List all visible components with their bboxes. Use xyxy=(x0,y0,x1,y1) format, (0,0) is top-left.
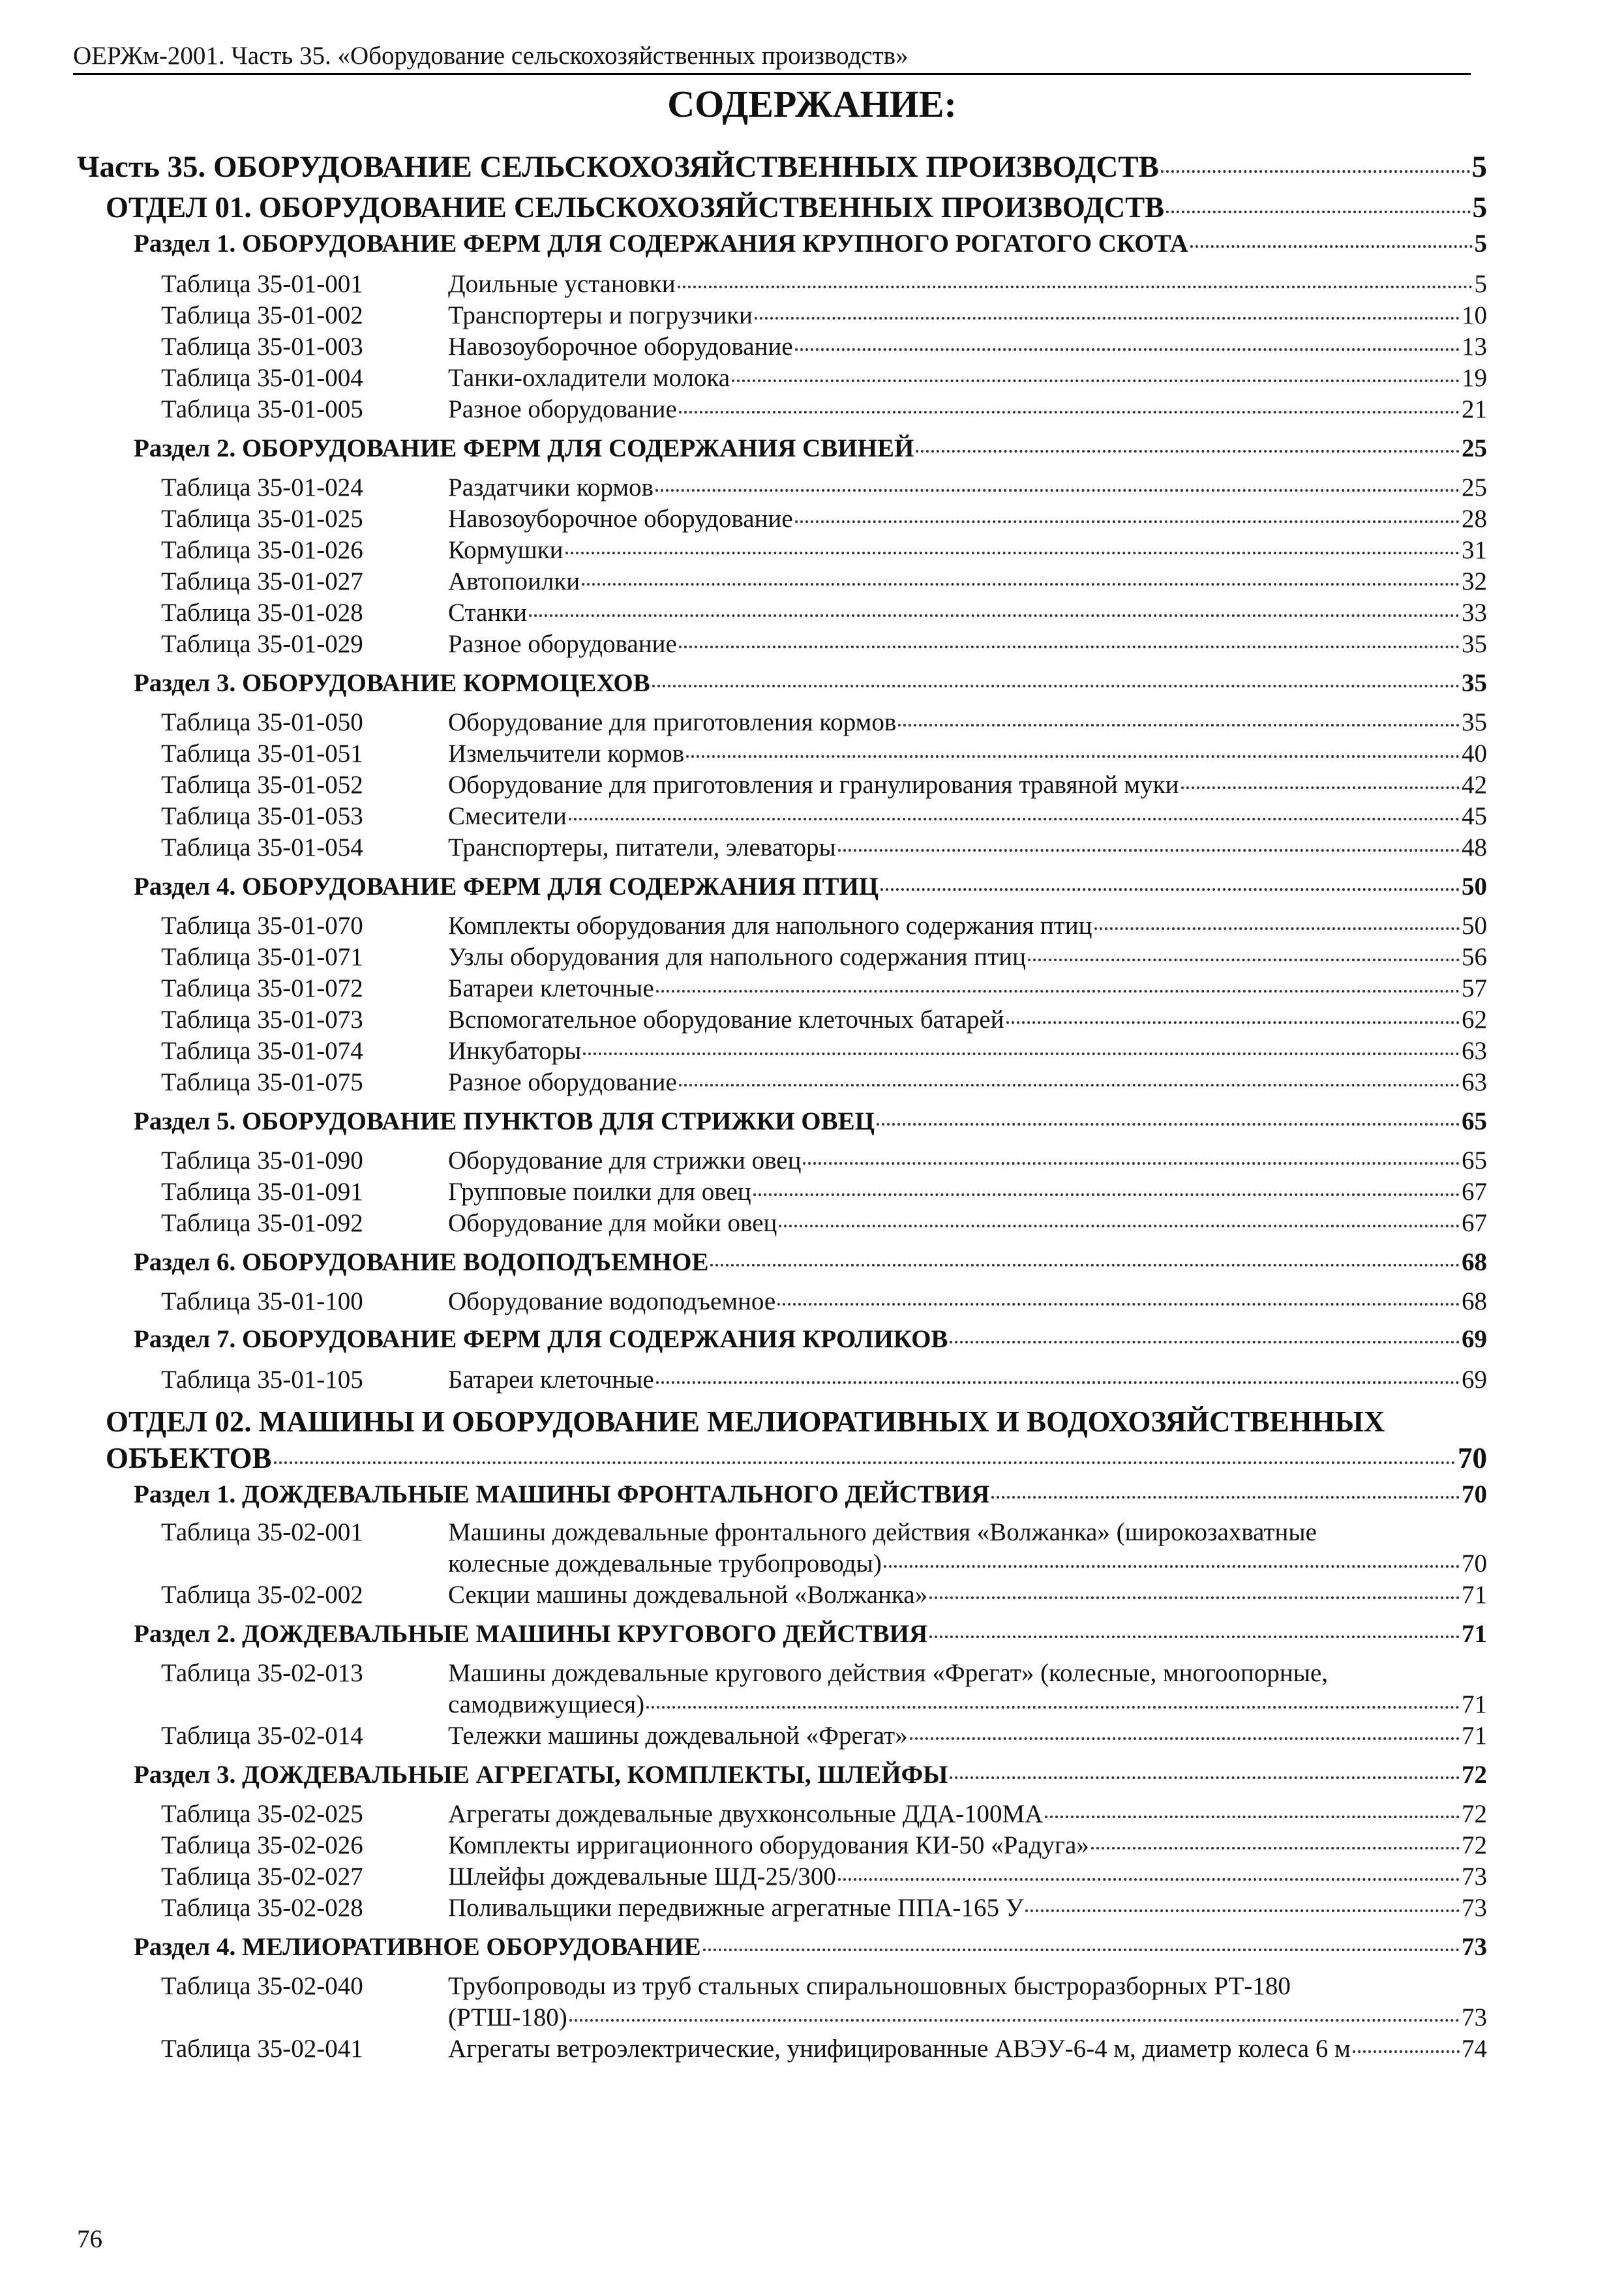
table-entry-title: Оборудование для приготовления кормов xyxy=(448,708,897,736)
table-entry-title: Узлы оборудования для напольного содержания птиц xyxy=(448,943,1026,971)
table-entry[interactable] xyxy=(161,801,1487,832)
section-division-title: ОТДЕЛ 01. ОБОРУДОВАНИЕ СЕЛЬСКОХОЗЯЙСТВЕННЫХ ПРОИЗВОДСТВ xyxy=(106,191,1165,224)
dot-leader xyxy=(656,1381,1460,1384)
table-entry[interactable] xyxy=(161,1004,1487,1036)
page-ref: 21 xyxy=(1462,395,1487,423)
dot-leader xyxy=(991,1496,1460,1499)
dot-leader xyxy=(656,990,1460,993)
table-entry[interactable] xyxy=(161,2002,1487,2033)
section-subsection[interactable] xyxy=(134,1106,1487,1137)
table-entry-title: Поливальщики передвижные агрегатные ППА-165 У xyxy=(448,1894,1024,1922)
table-code: Таблица 35-02-028 xyxy=(161,1894,363,1922)
table-code: Таблица 35-01-024 xyxy=(161,473,363,501)
table-entry-title: Навозоуборочное оборудование xyxy=(448,333,793,361)
table-code: Таблица 35-02-026 xyxy=(161,1831,363,1859)
dot-leader xyxy=(1181,786,1460,789)
page-ref: 71 xyxy=(1462,1620,1487,1648)
table-code: Таблица 35-01-054 xyxy=(161,833,363,861)
page-ref: 67 xyxy=(1462,1209,1487,1237)
table-entry[interactable] xyxy=(161,942,1487,973)
table-code: Таблица 35-01-074 xyxy=(161,1037,363,1065)
table-entry-title: Танки-охладители молока xyxy=(448,364,730,392)
table-entry[interactable] xyxy=(161,2033,1487,2065)
table-code: Таблица 35-02-001 xyxy=(161,1518,363,1546)
table-entry-title: Батареи клеточные xyxy=(448,974,654,1002)
page-ref: 5 xyxy=(1474,270,1487,298)
dot-leader xyxy=(710,1264,1460,1266)
dot-leader xyxy=(652,685,1460,687)
table-code: Таблица 35-01-105 xyxy=(161,1366,363,1394)
dot-leader xyxy=(686,755,1460,758)
page-ref: 65 xyxy=(1462,1146,1487,1174)
dot-leader xyxy=(569,818,1460,820)
table-entry[interactable] xyxy=(161,472,1487,503)
contents-title: СОДЕРЖАНИЕ: xyxy=(667,83,957,125)
table-entry-title: Вспомогательное оборудование клеточных батарей xyxy=(448,1006,1004,1034)
section-part[interactable] xyxy=(77,149,1487,185)
section-subsection-title: Раздел 3. ДОЖДЕВАЛЬНЫЕ АГРЕГАТЫ, КОМПЛЕКТЫ, ШЛЕЙФЫ xyxy=(134,1761,948,1789)
table-entry-title: Комплекты ирригационного оборудования КИ-50 «Радуга» xyxy=(448,1831,1089,1859)
table-code: Таблица 35-01-092 xyxy=(161,1209,363,1237)
dot-leader xyxy=(732,380,1460,382)
page-number: 76 xyxy=(77,2225,102,2253)
page-ref: 68 xyxy=(1462,1287,1487,1315)
dot-leader xyxy=(1353,2050,1460,2053)
table-entry[interactable] xyxy=(161,1286,1487,1317)
dot-leader xyxy=(679,646,1460,648)
table-entry[interactable] xyxy=(161,1176,1487,1208)
page-ref: 25 xyxy=(1462,434,1487,462)
table-entry-title: Оборудование для приготовления и гранулирования травяной муки xyxy=(448,771,1179,799)
page-ref: 57 xyxy=(1462,974,1487,1002)
table-code-line xyxy=(161,1517,448,1548)
dot-leader xyxy=(1006,1021,1460,1024)
table-entry[interactable] xyxy=(161,1145,1487,1176)
page-ref: 25 xyxy=(1462,473,1487,501)
dot-leader xyxy=(753,1193,1460,1196)
table-entry-title: Оборудование для мойки овец xyxy=(448,1209,777,1237)
dot-leader xyxy=(916,450,1460,453)
dot-leader xyxy=(1091,1847,1460,1849)
table-code: Таблица 35-01-071 xyxy=(161,943,363,971)
section-subsection-title: Раздел 3. ОБОРУДОВАНИЕ КОРМОЦЕХОВ xyxy=(134,669,650,697)
table-entry[interactable] xyxy=(161,1548,1487,1579)
page-ref: 28 xyxy=(1462,505,1487,533)
page-ref: 73 xyxy=(1462,1933,1487,1961)
dot-leader xyxy=(679,1084,1460,1086)
table-code: Таблица 35-02-041 xyxy=(161,2035,363,2063)
table-entry[interactable] xyxy=(161,1720,1487,1752)
page-ref: 68 xyxy=(1462,1248,1487,1276)
page-ref: 10 xyxy=(1462,301,1487,329)
page-ref: 33 xyxy=(1462,599,1487,627)
table-code: Таблица 35-01-029 xyxy=(161,630,363,658)
table-code: Таблица 35-01-100 xyxy=(161,1287,363,1315)
page-ref: 19 xyxy=(1462,364,1487,392)
table-entry-title: Оборудование водоподъемное xyxy=(448,1287,776,1315)
page-ref: 5 xyxy=(1472,191,1487,224)
page-ref: 63 xyxy=(1462,1068,1487,1096)
section-division-title-line1: ОТДЕЛ 02. МАШИНЫ И ОБОРУДОВАНИЕ МЕЛИОРАТИВНЫХ И ВОДОХОЗЯЙСТВЕННЫХ xyxy=(106,1405,1385,1438)
running-header: ОЕРЖм-2001. Часть 35. «Оборудование сельскохозяйственных производств» xyxy=(73,40,1471,75)
section-subsection-title: Раздел 2. ДОЖДЕВАЛЬНЫЕ МАШИНЫ КРУГОВОГО ДЕЙСТВИЯ xyxy=(134,1620,928,1648)
dot-leader xyxy=(910,1737,1460,1740)
section-division[interactable] xyxy=(106,1440,1487,1476)
page-ref: 32 xyxy=(1462,567,1487,595)
table-entry-title: Разное оборудование xyxy=(448,630,677,658)
table-code: Таблица 35-01-072 xyxy=(161,974,363,1002)
page-ref: 56 xyxy=(1462,943,1487,971)
table-entry[interactable] xyxy=(161,832,1487,863)
table-entry[interactable] xyxy=(161,269,1487,300)
section-subsection-title: Раздел 2. ОБОРУДОВАНИЕ ФЕРМ ДЛЯ СОДЕРЖАНИЯ СВИНЕЙ xyxy=(134,434,914,462)
section-part-title: Часть 35. ОБОРУДОВАНИЕ СЕЛЬСКОХОЗЯЙСТВЕННЫХ ПРОИЗВОДСТВ xyxy=(77,150,1159,184)
table-entry-title-line1: Трубопроводы из труб стальных спиральношовных быстроразборных РТ-180 xyxy=(448,1972,1291,2000)
page-ref: 73 xyxy=(1462,2003,1487,2031)
dot-leader xyxy=(884,1565,1460,1568)
table-entry[interactable] xyxy=(161,1689,1487,1720)
table-entry[interactable] xyxy=(161,629,1487,660)
table-entry-title-line1: Машины дождевальные кругового действия «Фрегат» (колесные, многоопорные, xyxy=(448,1659,1329,1687)
section-subsection[interactable] xyxy=(134,871,1487,903)
dot-leader xyxy=(877,1123,1460,1126)
page-ref: 74 xyxy=(1462,2035,1487,2063)
table-entry[interactable] xyxy=(161,770,1487,801)
table-entry-title: Комплекты оборудования для напольного содержания птиц xyxy=(448,912,1092,940)
table-entry-title: Агрегаты ветроэлектрические, унифицированные АВЭУ-6-4 м, диаметр колеса 6 м xyxy=(448,2035,1351,2063)
dot-leader xyxy=(795,348,1460,351)
dot-leader xyxy=(679,411,1460,413)
dot-leader xyxy=(646,1706,1460,1709)
table-code: Таблица 35-01-004 xyxy=(161,364,363,392)
dot-leader xyxy=(777,1303,1460,1306)
table-entry-title: Батареи клеточные xyxy=(448,1366,654,1394)
table-entry-title: Станки xyxy=(448,599,528,627)
page-ref: 48 xyxy=(1462,833,1487,861)
table-entry[interactable] xyxy=(161,363,1487,394)
dot-leader xyxy=(569,2019,1460,2022)
table-code: Таблица 35-01-090 xyxy=(161,1146,363,1174)
page-ref: 67 xyxy=(1462,1178,1487,1206)
dot-leader xyxy=(565,552,1460,554)
page-ref: 71 xyxy=(1462,1581,1487,1609)
page-ref: 72 xyxy=(1462,1800,1487,1828)
page-ref: 50 xyxy=(1462,912,1487,940)
table-code: Таблица 35-01-051 xyxy=(161,740,363,768)
section-subsection-title: Раздел 1. ОБОРУДОВАНИЕ ФЕРМ ДЛЯ СОДЕРЖАНИЯ КРУПНОГО РОГАТОГО СКОТА xyxy=(134,230,1188,258)
table-entry[interactable] xyxy=(161,300,1487,331)
table-code: Таблица 35-01-050 xyxy=(161,708,363,736)
section-subsection[interactable] xyxy=(134,1619,1487,1650)
page-ref: 13 xyxy=(1462,333,1487,361)
page-ref: 35 xyxy=(1462,708,1487,736)
table-entry-title: Тележки машины дождевальной «Фрегат» xyxy=(448,1722,908,1750)
table-code: Таблица 35-02-013 xyxy=(161,1659,363,1687)
page-ref: 70 xyxy=(1462,1480,1487,1508)
table-entry[interactable] xyxy=(161,1830,1487,1861)
dot-leader xyxy=(838,1878,1460,1881)
table-code: Таблица 35-01-075 xyxy=(161,1068,363,1096)
page-ref: 70 xyxy=(1462,1549,1487,1578)
table-entry-title: Оборудование для стрижки овец xyxy=(448,1146,802,1174)
page-ref: 40 xyxy=(1462,740,1487,768)
table-entry-title: Смесители xyxy=(448,802,567,830)
dot-leader xyxy=(755,317,1460,320)
page-ref: 62 xyxy=(1462,1006,1487,1034)
table-entry-title: самодвижущиеся) xyxy=(448,1690,645,1718)
table-entry[interactable] xyxy=(161,331,1487,363)
table-entry[interactable] xyxy=(161,738,1487,770)
dot-leader xyxy=(583,1053,1460,1055)
table-entry[interactable] xyxy=(161,566,1487,597)
page-ref: 5 xyxy=(1471,150,1487,184)
table-code: Таблица 35-02-002 xyxy=(161,1581,363,1609)
table-entry-title: Разное оборудование xyxy=(448,1068,677,1096)
table-entry-title: Навозоуборочное оборудование xyxy=(448,505,793,533)
table-code: Таблица 35-01-025 xyxy=(161,505,363,533)
section-subsection-title: Раздел 4. ОБОРУДОВАНИЕ ФЕРМ ДЛЯ СОДЕРЖАНИЯ ПТИЦ xyxy=(134,873,879,901)
table-entry-title: Транспортеры и погрузчики xyxy=(448,301,753,329)
table-entry[interactable] xyxy=(161,1208,1487,1239)
table-entry-title-line1: Машины дождевальные фронтального действия «Волжанка» (широкозахватные xyxy=(448,1518,1317,1546)
dot-leader xyxy=(929,1636,1460,1638)
section-subsection[interactable] xyxy=(134,228,1487,260)
dot-leader xyxy=(274,1461,1456,1464)
page-ref: 63 xyxy=(1462,1037,1487,1065)
table-code: Таблица 35-01-070 xyxy=(161,912,363,940)
table-code: Таблица 35-02-025 xyxy=(161,1800,363,1828)
page-ref: 71 xyxy=(1462,1690,1487,1718)
table-entry-title: Групповые поилки для овец xyxy=(448,1178,751,1206)
table-entry-title: Разное оборудование xyxy=(448,395,677,423)
dot-leader xyxy=(655,489,1460,492)
table-code: Таблица 35-01-053 xyxy=(161,802,363,830)
section-subsection-title: Раздел 4. МЕЛИОРАТИВНОЕ ОБОРУДОВАНИЕ xyxy=(134,1933,701,1961)
section-subsection[interactable] xyxy=(134,668,1487,699)
table-code: Таблица 35-02-014 xyxy=(161,1722,363,1750)
table-entry[interactable] xyxy=(161,503,1487,535)
section-subsection-title: Раздел 5. ОБОРУДОВАНИЕ ПУНКТОВ ДЛЯ СТРИЖКИ ОВЕЦ xyxy=(134,1107,875,1135)
page-ref: 35 xyxy=(1462,669,1487,697)
table-code: Таблица 35-01-026 xyxy=(161,536,363,564)
table-entry-title: колесные дождевальные трубопроводы) xyxy=(448,1549,882,1578)
dot-leader xyxy=(1161,170,1470,173)
table-entry-title: Кормушки xyxy=(448,536,564,564)
table-entry[interactable] xyxy=(161,707,1487,738)
page-ref: 45 xyxy=(1462,802,1487,830)
table-entry[interactable] xyxy=(161,597,1487,629)
table-entry-title: Инкубаторы xyxy=(448,1037,582,1065)
table-code-line xyxy=(161,1971,448,2002)
dot-leader xyxy=(929,1596,1460,1599)
section-subsection[interactable] xyxy=(134,1324,1487,1355)
table-entry-title: Измельчители кормов xyxy=(448,740,685,768)
dot-leader xyxy=(838,849,1460,852)
table-entry-title: Автопоилки xyxy=(448,567,580,595)
page-ref: 72 xyxy=(1462,1761,1487,1789)
page-ref: 73 xyxy=(1462,1894,1487,1922)
table-code-line xyxy=(161,1658,448,1689)
table-code: Таблица 35-02-027 xyxy=(161,1863,363,1891)
table-entry[interactable] xyxy=(161,910,1487,942)
dot-leader xyxy=(1045,1816,1460,1818)
dot-leader xyxy=(779,1225,1460,1227)
section-subsection[interactable] xyxy=(134,433,1487,464)
dot-leader xyxy=(678,286,1473,288)
table-code: Таблица 35-01-073 xyxy=(161,1006,363,1034)
table-entry[interactable] xyxy=(161,1799,1487,1830)
table-entry[interactable] xyxy=(161,1861,1487,1893)
page-ref: 69 xyxy=(1462,1325,1487,1353)
page-ref: 69 xyxy=(1462,1366,1487,1394)
page-ref: 72 xyxy=(1462,1831,1487,1859)
table-code: Таблица 35-02-040 xyxy=(161,1972,363,2000)
page-ref: 5 xyxy=(1474,230,1487,258)
dot-leader xyxy=(795,520,1460,523)
page-ref: 73 xyxy=(1462,1863,1487,1891)
page-ref: 71 xyxy=(1462,1722,1487,1750)
table-entry[interactable] xyxy=(161,1579,1487,1611)
dot-leader xyxy=(898,724,1460,726)
table-code: Таблица 35-01-001 xyxy=(161,270,363,298)
table-entry[interactable] xyxy=(161,1893,1487,1924)
table-code: Таблица 35-01-028 xyxy=(161,599,363,627)
page-ref: 35 xyxy=(1462,630,1487,658)
table-entry-title: Раздатчики кормов xyxy=(448,473,654,501)
table-entry-title: Секции машины дождевальной «Волжанка» xyxy=(448,1581,928,1609)
table-entry-title: Транспортеры, питатели, элеваторы xyxy=(448,833,836,861)
table-entry-title: (РТШ-180) xyxy=(448,2003,567,2031)
section-division[interactable] xyxy=(106,189,1487,226)
section-subsection[interactable] xyxy=(134,1247,1487,1278)
table-entry-title: Доильные установки xyxy=(448,270,676,298)
page-ref: 42 xyxy=(1462,771,1487,799)
section-subsection[interactable] xyxy=(134,1759,1487,1791)
dot-leader xyxy=(1028,959,1460,961)
dot-leader xyxy=(1166,211,1470,213)
table-entry[interactable] xyxy=(161,1067,1487,1098)
dot-leader xyxy=(950,1776,1460,1779)
page-ref: 31 xyxy=(1462,536,1487,564)
table-code: Таблица 35-01-027 xyxy=(161,567,363,595)
dot-leader xyxy=(1094,927,1460,930)
table-entry[interactable] xyxy=(161,1036,1487,1067)
table-entry-title: Агрегаты дождевальные двухконсольные ДДА-100МА xyxy=(448,1800,1044,1828)
table-code: Таблица 35-01-003 xyxy=(161,333,363,361)
dot-leader xyxy=(1025,1909,1460,1912)
section-subsection-title: Раздел 7. ОБОРУДОВАНИЕ ФЕРМ ДЛЯ СОДЕРЖАНИЯ КРОЛИКОВ xyxy=(134,1325,948,1353)
page-ref: 50 xyxy=(1462,873,1487,901)
dot-leader xyxy=(880,888,1460,891)
section-subsection-title: Раздел 6. ОБОРУДОВАНИЕ ВОДОПОДЪЕМНОЕ xyxy=(134,1248,709,1276)
table-code: Таблица 35-01-002 xyxy=(161,301,363,329)
table-code: Таблица 35-01-005 xyxy=(161,395,363,423)
dot-leader xyxy=(1190,245,1473,248)
dot-leader xyxy=(582,583,1460,586)
dot-leader xyxy=(529,614,1460,617)
section-division-title: ОБЪЕКТОВ xyxy=(106,1442,272,1474)
dot-leader xyxy=(950,1341,1460,1343)
section-subsection-title: Раздел 1. ДОЖДЕВАЛЬНЫЕ МАШИНЫ ФРОНТАЛЬНОГО ДЕЙСТВИЯ xyxy=(134,1480,990,1508)
table-entry-title: Шлейфы дождевальные ШД-25/300 xyxy=(448,1863,836,1891)
table-entry[interactable] xyxy=(161,535,1487,566)
page-ref: 70 xyxy=(1458,1442,1487,1474)
section-subsection[interactable] xyxy=(134,1479,1487,1510)
table-code: Таблица 35-01-052 xyxy=(161,771,363,799)
dot-leader xyxy=(803,1162,1460,1165)
table-entry[interactable] xyxy=(161,973,1487,1004)
section-subsection[interactable] xyxy=(134,1932,1487,1963)
dot-leader xyxy=(703,1949,1460,1951)
table-entry[interactable] xyxy=(161,1364,1487,1396)
table-code: Таблица 35-01-091 xyxy=(161,1178,363,1206)
page-ref: 65 xyxy=(1462,1107,1487,1135)
table-entry[interactable] xyxy=(161,394,1487,425)
